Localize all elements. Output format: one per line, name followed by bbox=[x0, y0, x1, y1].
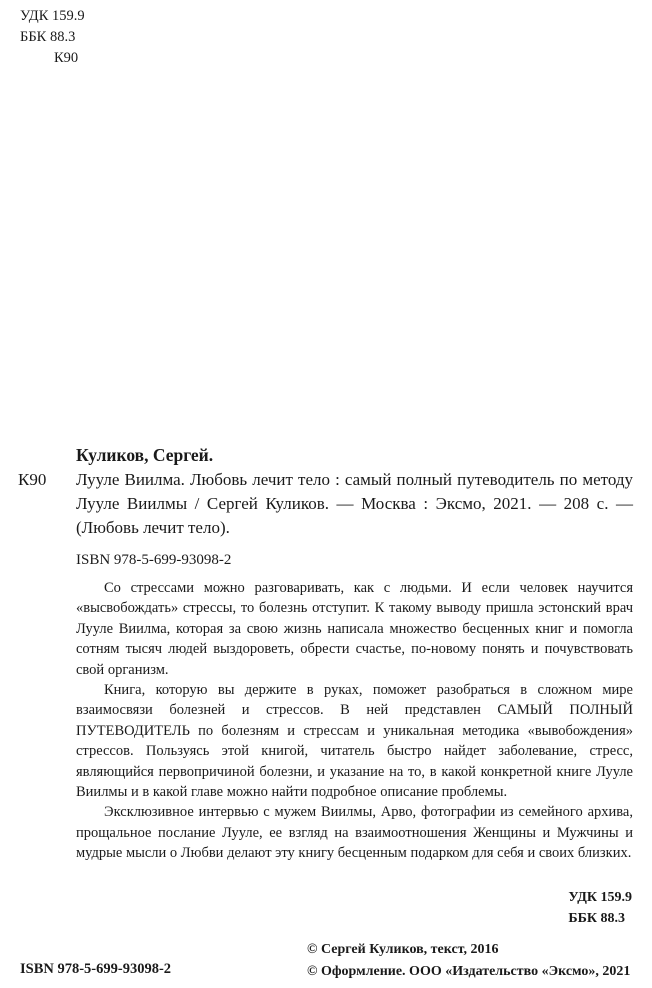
copyright-text: © Сергей Куликов, текст, 2016 bbox=[307, 942, 499, 957]
udk-code: УДК 159.9 bbox=[20, 8, 85, 24]
bbk-code-bottom: ББК 88.3 bbox=[568, 911, 626, 926]
classification-block-bottom bbox=[568, 887, 632, 929]
biblio-author-mark: К90 bbox=[18, 470, 47, 489]
author-heading: Куликов, Сергей. bbox=[76, 445, 214, 465]
annotation-paragraph: Со стрессами можно разговаривать, как с людьми. И если человек научится «высвобождать» стрессы, то болезнь отступит. К такому выводу пришла эстонский врач Лууле Виилма, которая за свою жизнь написала множество бесценных книг и помогла сотням тысяч людей выздороветь, обрести счастье, по-новому понять и почувствовать свой организм. bbox=[76, 580, 633, 678]
bibliographic-record bbox=[76, 442, 633, 570]
copyright-design: © Оформление. ООО «Издательство «Эксмо», 2021 bbox=[307, 964, 631, 979]
bbk-code: ББК 88.3 bbox=[20, 29, 76, 45]
classification-block-top bbox=[20, 6, 85, 69]
biblio-description: Лууле Виилма. Любовь лечит тело : самый полный путеводитель по методу Лууле Виилмы / Сергей Куликов. — Москва : Эксмо, 2021. — 208 с. — (Любовь лечит тело). bbox=[76, 470, 633, 537]
biblio-isbn: ISBN 978-5-699-93098-2 bbox=[76, 552, 232, 568]
footer-isbn: ISBN 978-5-699-93098-2 bbox=[20, 961, 172, 977]
annotation-paragraph: Книга, которую вы держите в руках, поможет разобраться в сложном мире взаимосвязи болезней и стрессов. В ней представлен САМЫЙ ПОЛНЫЙ ПУТЕВОДИТЕЛЬ по болезням и стрессам и уникальная методика «вывобождения» стрессов. Пользуясь этой книгой, читатель быстро найдет заболевание, стресс, являющийся первопричиной болезни, и указание на то, в какой конкретной книге Лууле Виилмы и в какой главе можно найти подробное описание проблемы. bbox=[76, 682, 633, 801]
annotation bbox=[76, 578, 633, 864]
annotation-paragraph: Эксклюзивное интервью с мужем Виилмы, Арво, фотографии из семейного архива, прощальное послание Лууле, ее взгляд на взаимоотношения Женщины и Мужчины и мудрые мысли о Любви делают эту книгу бесценным подарком для себя и своих близких. bbox=[76, 804, 633, 862]
author-mark: К90 bbox=[54, 50, 79, 66]
copyright-block bbox=[307, 939, 630, 983]
udk-code-bottom: УДК 159.9 bbox=[568, 890, 632, 905]
